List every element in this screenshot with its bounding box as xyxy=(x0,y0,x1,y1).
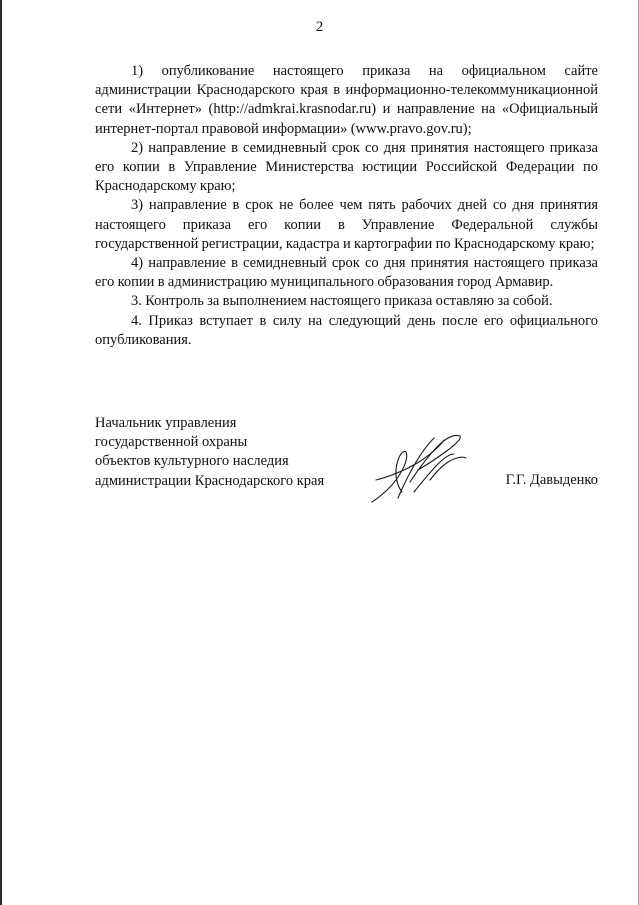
handwritten-signature xyxy=(370,422,470,506)
paragraph-armavir: 4) направление в семидневный срок со дня принятия настоящего приказа его копии в администрацию муниципального образования город Армавир. xyxy=(95,255,598,291)
scan-left-edge xyxy=(0,0,2,905)
paragraph-rosreestr: 3) направление в срок не более чем пять рабочих дней со дня принятия настоящего приказа его копии в Управление Федеральной службы государственной регистрации, кадастра и картографии по Краснодарскому краю; xyxy=(95,197,598,252)
signatory-title-line: объектов культурного наследия xyxy=(95,453,289,470)
page-number: 2 xyxy=(315,19,324,35)
signatory-name: Г.Г. Давыденко xyxy=(505,472,598,488)
signatory-title xyxy=(95,414,324,491)
signatory-title-line: Начальник управления xyxy=(95,415,237,431)
signature-block xyxy=(95,414,598,504)
paragraph-entry-into-force: 4. Приказ вступает в силу на следующий день после его официального опубликования. xyxy=(95,312,598,348)
paragraph-control: 3. Контроль за выполнением настоящего приказа оставляю за собой. xyxy=(131,293,553,310)
signatory-title-line: государственной охраны xyxy=(95,434,248,451)
document-body xyxy=(95,62,598,350)
paragraph-ministry-of-justice: 2) направление в семидневный срок со дня принятия настоящего приказа его копии в Управление Министерства юстиции Российской Федерации по Краснодарскому краю; xyxy=(95,139,598,195)
signatory-title-line: администрации Краснодарского края xyxy=(95,472,325,489)
paragraph-publication: 1) опубликование настоящего приказа на официальном сайте администрации Краснодарского края в информационно-телекоммуникационной сети «Интернет» (http://admkrai.krasnodar.ru) и направление на «Официальный интернет-портал правовой информации» (www.pravo.gov.ru); xyxy=(95,63,598,137)
